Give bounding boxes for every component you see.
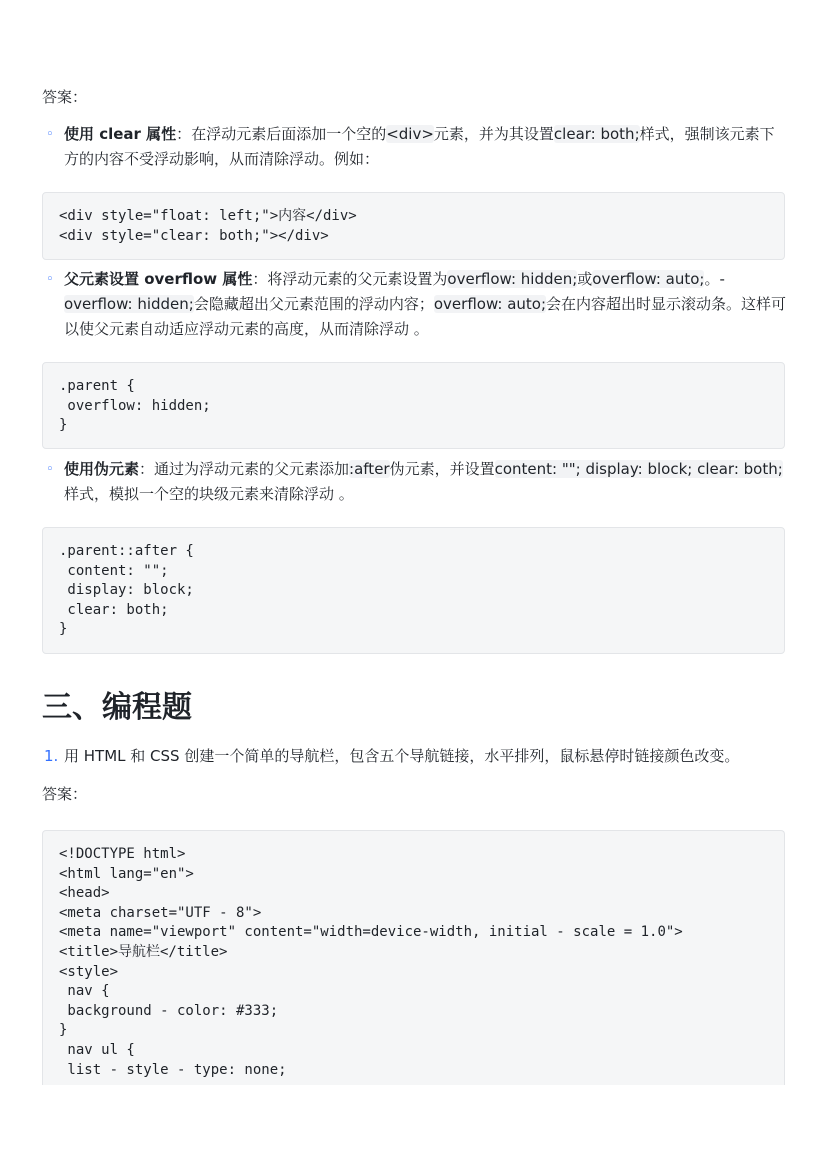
- question-number: 1.: [44, 747, 59, 765]
- item-title: 父元素设置 overflow 属性: [64, 270, 253, 288]
- inline-code: content: ""; display: block; clear: both;: [494, 460, 783, 478]
- question-item: [42, 744, 787, 769]
- inline-code: clear: both;: [553, 125, 640, 143]
- answer-label: 答案：: [42, 88, 88, 106]
- list-item-pseudo: [42, 457, 787, 507]
- item-title: 使用 clear 属性: [64, 125, 177, 143]
- inline-code: overflow: auto;: [433, 295, 547, 313]
- bullet-icon: ◦: [46, 127, 54, 142]
- item-title: 使用伪元素: [64, 460, 140, 478]
- inline-code: overflow: hidden;: [64, 295, 194, 313]
- code-block: <div style="float: left;">内容</div> <div style="clear: both;"></div>: [42, 192, 785, 260]
- section-heading: 三、编程题: [42, 690, 192, 725]
- question-text: 用 HTML 和 CSS 创建一个简单的导航栏，包含五个导航链接，水平排列，鼠标悬停时链接颜色改变。: [64, 747, 740, 765]
- code-block: .parent { overflow: hidden; }: [42, 362, 785, 449]
- list-item-text: 父元素设置 overflow 属性：将浮动元素的父元素设置为overflow: hidden;或overflow: auto;。- overflow: hidden;会隐藏超出父元素范围的浮动内容；overflow: auto;会在内容超出时显示滚动条。这样可以使父元素自动适应浮动元素的高度，从而清除浮动 。: [64, 270, 787, 338]
- bullet-icon: ◦: [46, 462, 54, 477]
- code-block: .parent::after { content: ""; display: block; clear: both; }: [42, 527, 785, 654]
- answer-label: 答案：: [42, 785, 88, 803]
- list-item-text: 使用 clear 属性：在浮动元素后面添加一个空的<div>元素，并为其设置clear: both;样式，强制该元素下方的内容不受浮动影响，从而清除浮动。例如：: [64, 125, 775, 168]
- list-item-overflow: [42, 267, 787, 342]
- list-item-clear: [42, 122, 787, 172]
- code-block: <!DOCTYPE html> <html lang="en"> <head> <meta charset="UTF - 8"> <meta name="viewport" content="width=device-width, initial - scale = 1.0"> <title>导航栏</title> <style> nav { background - color: #333; } nav ul { list - style - type: none;: [42, 830, 785, 1085]
- inline-code: overflow: auto;: [592, 270, 705, 288]
- bullet-icon: ◦: [46, 272, 54, 287]
- inline-code: overflow: hidden;: [447, 270, 578, 288]
- inline-code: :after: [349, 460, 390, 478]
- list-item-text: 使用伪元素：通过为浮动元素的父元素添加:after伪元素，并设置content: ""; display: block; clear: both;样式，模拟一个空的块级元素来清除浮动 。: [64, 460, 783, 503]
- inline-code: <div>: [386, 125, 434, 143]
